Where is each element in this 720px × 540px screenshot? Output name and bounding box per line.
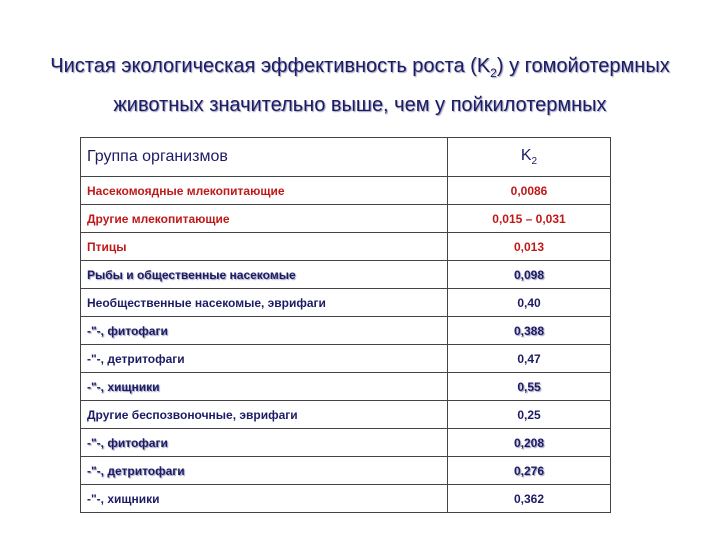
slide-title <box>20 50 700 121</box>
group-cell: Другие беспозвоночные, эврифаги <box>81 401 448 429</box>
title-subscript: 2 <box>490 66 497 80</box>
value-cell: 0,388 <box>448 317 611 345</box>
title-line-1-end: ) у гомойотермных <box>496 55 670 77</box>
group-cell: -"-, фитофаги <box>81 317 448 345</box>
header-k-label: K <box>520 146 532 164</box>
value-cell: 0,55 <box>448 373 611 401</box>
table-row <box>81 177 611 205</box>
group-cell: Другие млекопитающие <box>81 205 448 233</box>
table-row <box>81 429 611 457</box>
value-cell: 0,40 <box>448 289 611 317</box>
group-cell: Необщественные насекомые, эврифаги <box>81 289 448 317</box>
table-row <box>81 485 611 513</box>
title-line-1-start: Чистая экологическая эффективность роста (K <box>50 55 491 77</box>
value-cell: 0,47 <box>448 345 611 373</box>
group-cell: -"-, детритофаги <box>81 457 448 485</box>
group-cell: Птицы <box>81 233 448 261</box>
value-cell: 0,0086 <box>448 177 611 205</box>
value-cell: 0,362 <box>448 485 611 513</box>
table-row <box>81 345 611 373</box>
table-row <box>81 373 611 401</box>
table-row <box>81 457 611 485</box>
group-cell: -"-, детритофаги <box>81 345 448 373</box>
group-cell: -"-, хищники <box>81 485 448 513</box>
value-cell: 0,098 <box>448 261 611 289</box>
header-k-subscript: 2 <box>531 156 538 168</box>
group-cell: -"-, фитофаги <box>81 429 448 457</box>
title-line-1 <box>20 50 700 89</box>
table-header-row <box>81 138 611 177</box>
efficiency-table <box>80 137 611 513</box>
value-cell: 0,208 <box>448 429 611 457</box>
table-row <box>81 317 611 345</box>
value-cell: 0,015 – 0,031 <box>448 205 611 233</box>
header-group: Группа организмов <box>81 138 448 177</box>
value-cell: 0,25 <box>448 401 611 429</box>
title-line-2: животных значительно выше, чем у пойкилотермных <box>113 94 607 116</box>
value-cell: 0,276 <box>448 457 611 485</box>
table-row <box>81 289 611 317</box>
table-row <box>81 261 611 289</box>
header-k <box>448 138 611 177</box>
table-row <box>81 233 611 261</box>
group-cell: Рыбы и общественные насекомые <box>81 261 448 289</box>
table-row <box>81 401 611 429</box>
table-row <box>81 205 611 233</box>
group-cell: Насекомоядные млекопитающие <box>81 177 448 205</box>
value-cell: 0,013 <box>448 233 611 261</box>
group-cell: -"-, хищники <box>81 373 448 401</box>
